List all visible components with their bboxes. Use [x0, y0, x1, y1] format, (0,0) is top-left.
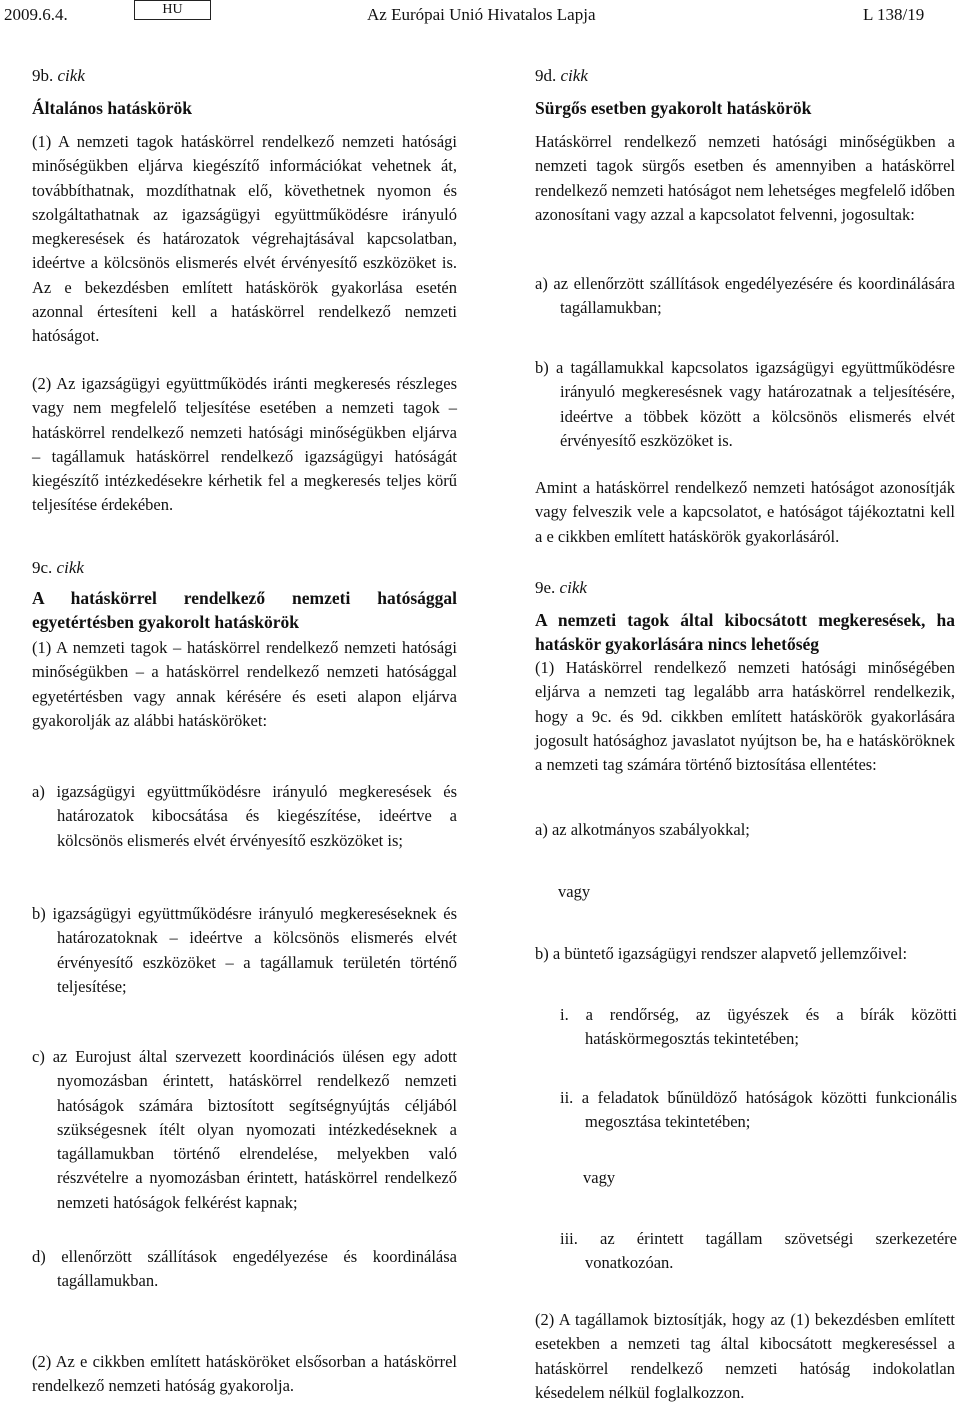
article-word: cikk [559, 578, 587, 597]
article-9e-paragraph-1: (1) Hatáskörrel rendelkező nemzeti hatósági minőségében eljárva a nemzeti tag legalább arra hatáskörrel rendelkezik, hogy a 9c. és 9d. cikkben említett hatáskörök gyakorlására jogosult hatósághoz javaslatot nyújtson be, ha e hatásköröknek a nemzeti tag számára történő biztosítása ellentétes: [535, 658, 955, 775]
article-9c-point-d: d) ellenőrzött szállítások engedélyezése és koordinálása tagállamukban. [32, 1247, 457, 1291]
article-9b-paragraph-2: (2) Az igazságügyi együttműködés iránti megkeresés részleges vagy nem megfelelő teljesítése esetében a nemzeti tagok – hatáskörrel rendelkező nemzeti hatósági minőségükben eljárva – tagállamuk hatáskörrel rendelkező igazságügyi hatóságát kiegészítő intézkedésekre kérhetik fel a megkeresés teljes körű teljesítése érdekében. [32, 374, 457, 515]
connector-or: vagy [558, 882, 591, 901]
journal-title: Az Európai Unió Hivatalos Lapja [367, 5, 596, 24]
page-number: L 138/19 [863, 5, 925, 24]
article-9e-point-a: a) az alkotmányos szabályokkal; [535, 820, 750, 839]
article-number: 9e. [535, 578, 556, 597]
connector-or: vagy [583, 1168, 616, 1187]
article-9b-heading [32, 64, 85, 88]
language-code: HU [162, 2, 183, 17]
article-9d-intro: Hatáskörrel rendelkező nemzeti hatósági minőségükben a nemzeti tagok sürgős esetben és amennyiben a hatáskörrel rendelkező nemzeti hatóságot nem lehetséges megfelelő időben azonosítani vagy azzal a kapcsolatot felvenni, jogosultak: [535, 132, 955, 224]
article-9c-point-a: a) igazságügyi együttműködésre irányuló megkeresések és határozatok kibocsátása és kiegészítése, ideértve a kölcsönös elismerés elvét érvényesítő eszközöket is; [32, 782, 457, 850]
article-9e-point-b-iii: iii. az érintett tagállam szövetségi szerkezetére vonatkozóan. [560, 1229, 957, 1273]
page-header [0, 0, 960, 40]
article-9e-point-b-i: i. a rendőrség, az ügyészek és a bírák közötti hatáskörmegosztás tekintetében; [560, 1005, 957, 1049]
article-word: cikk [560, 66, 588, 85]
article-9e-title: A nemzeti tagok által kibocsátott megkeresések, ha hatáskör gyakorlására nincs lehetőség [535, 610, 955, 654]
article-number: 9b. [32, 66, 54, 85]
article-9c-point-c: c) az Eurojust által szervezett koordinációs ülésen egy adott nyomozásban érintett, hatáskörrel rendelkező nemzeti hatóságok számára biztosított segítségnyújtás céljából szükségesnek ítélt olyan nyomozati intézkedéseknek a tagállamukban történő elrendelése, melyekben való részvételre a nyomozásban érintett, hatáskörrel rendelkező nemzeti hatóságok felkérést kapnak; [32, 1047, 457, 1212]
article-9e-point-b: b) a büntető igazságügyi rendszer alapvető jellemzőivel: [535, 944, 908, 963]
article-9e-point-b-ii: ii. a feladatok bűnüldöző hatóságok közötti funkcionális megosztása tekintetében; [560, 1088, 957, 1132]
article-word: cikk [57, 66, 85, 85]
article-9e-paragraph-2: (2) A tagállamok biztosítják, hogy az (1) bekezdésben említett esetekben a nemzeti tag által kibocsátott megkereséssel a hatáskörrel rendelkező nemzeti hatóság indokolatlan késedelem nélkül foglalkozzon. [535, 1310, 955, 1402]
article-9c-heading [32, 556, 84, 580]
article-word: cikk [56, 558, 84, 577]
article-number: 9c. [32, 558, 53, 577]
article-9b-paragraph-1: (1) A nemzeti tagok hatáskörrel rendelkező nemzeti hatósági minőségükben eljárva kiegészítő információkat vehetnek át, továbbíthatnak, mozdíthatnak elő, követhetnek nyomon és szolgáltathatnak az igazságügyi együttműködésre irányuló megkeresések és határozatok végrehajtásával kapcsolatban, ideértve a kölcsönös elismerés elvét érvényesítő eszközöket is. Az e bekezdésben említett hatáskörök gyakorlása esetén azonnal értesíteni kell a hatáskörrel rendelkező nemzeti hatóságot. [32, 132, 457, 346]
article-9d-point-b: b) a tagállamukkal kapcsolatos igazságügyi együttműködésre irányuló megkeresésnek vagy határozatnak a teljesítésére, ideértve a többek között a kölcsönös elismerés elvét érvényesítő eszközöket is. [535, 358, 955, 450]
article-9d-title: Sürgős esetben gyakorolt hatáskörök [535, 98, 812, 118]
article-9c-point-b: b) igazságügyi együttműködésre irányuló megkereséseknek és határozatoknak – ideértve a kölcsönös elismerés elvét érvényesítő eszközöket – a tagállamuk területén történő teljesítése; [32, 904, 457, 996]
article-9c-title: A hatáskörrel rendelkező nemzeti hatósággal egyetértésben gyakorolt hatáskörök [32, 588, 457, 632]
article-9c-paragraph-1: (1) A nemzeti tagok – hatáskörrel rendelkező nemzeti hatósági minőségükben – a hatáskörrel rendelkező nemzeti hatósággal egyetértésben vagy annak kérésére és eseti alapon eljárva gyakorolják az alábbi hatásköröket: [32, 638, 457, 730]
article-9c-paragraph-2: (2) Az e cikkben említett hatásköröket elsősorban a hatáskörrel rendelkező nemzeti hatóság gyakorolja. [32, 1352, 457, 1396]
article-9d-closing: Amint a hatáskörrel rendelkező nemzeti hatóságot azonosítják vagy felveszik vele a kapcsolatot, e hatóságot tájékoztatni kell a e cikkben említett hatáskörök gyakorlásáról. [535, 478, 955, 546]
article-9b-title: Általános hatáskörök [32, 98, 192, 118]
publication-date: 2009.6.4. [4, 5, 68, 24]
article-9d-point-a: a) az ellenőrzött szállítások engedélyezésére és koordinálására tagállamukban; [535, 274, 955, 318]
article-9e-heading [535, 576, 587, 600]
language-badge [134, 0, 211, 20]
article-number: 9d. [535, 66, 557, 85]
article-9d-heading [535, 64, 588, 88]
